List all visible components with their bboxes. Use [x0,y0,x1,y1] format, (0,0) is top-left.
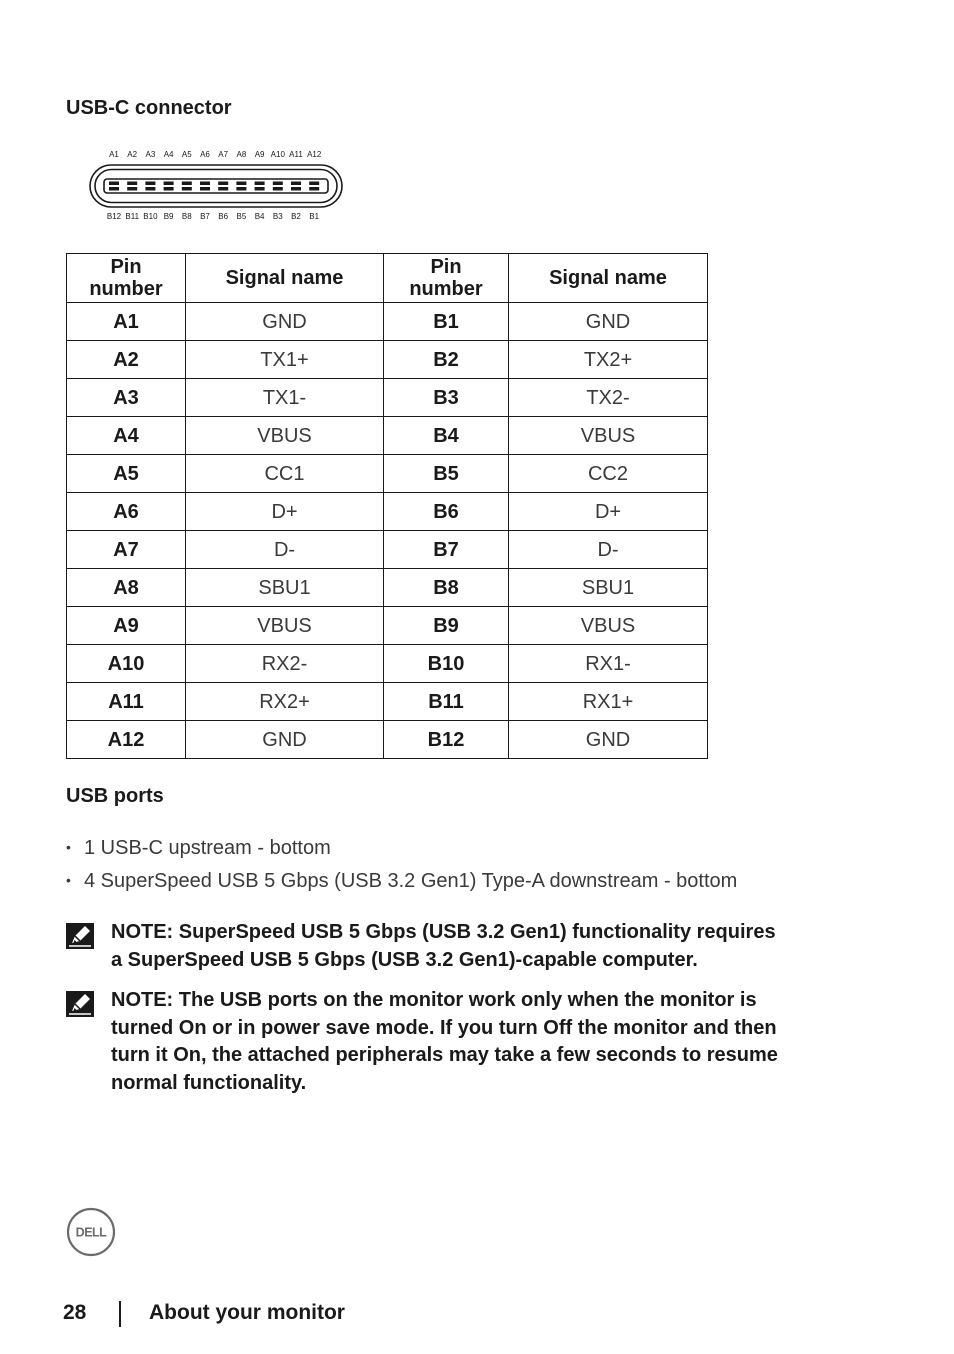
cell-a-signal: CC1 [186,455,384,493]
table-row [67,455,708,493]
cell-a-pin: A7 [67,531,186,569]
cell-b-pin: B3 [384,379,509,417]
top-pin-label: A4 [163,150,174,159]
bottom-pin-label: B1 [309,212,320,221]
top-contact [127,182,137,186]
cell-b-signal: GND [509,721,708,759]
connector-heading: USB-C connector [66,97,232,119]
dell-logo-text: DELL [75,1225,107,1240]
pencil-note-icon [66,991,94,1017]
table-row [67,417,708,455]
table-row [67,531,708,569]
usb-c-connector-diagram [88,146,344,224]
top-contact [145,182,155,186]
bottom-pin-label: B10 [143,212,158,221]
cell-a-signal: VBUS [186,417,384,455]
cell-b-pin: B5 [384,455,509,493]
header-signal-name-a: Signal name [186,254,384,303]
cell-b-signal: D+ [509,493,708,531]
cell-a-signal: D- [186,531,384,569]
list-item: • 1 USB-C upstream - bottom [66,834,737,867]
connector-outer-shell [90,165,342,207]
bottom-contact [145,187,155,191]
top-contact [218,182,228,186]
header-pin-number-b: Pin number [384,254,509,303]
bottom-pin-label: B5 [236,212,247,221]
bottom-contact [309,187,319,191]
cell-b-signal: VBUS [509,607,708,645]
bottom-pin-label: B4 [254,212,265,221]
table-header-row [67,254,708,303]
cell-a-signal: SBU1 [186,569,384,607]
bottom-contact [218,187,228,191]
cell-a-pin: A12 [67,721,186,759]
top-contact [309,182,319,186]
cell-a-signal: TX1- [186,379,384,417]
note-text: NOTE: SuperSpeed USB 5 Gbps (USB 3.2 Gen1) functionality requires a SuperSpeed USB 5 Gbps (USB 3.2 Gen1)-capable computer. [111,921,776,971]
cell-b-signal: SBU1 [509,569,708,607]
top-contact [109,182,119,186]
table-row [67,607,708,645]
table-row [67,303,708,341]
usb-ports-heading: USB ports [66,785,164,807]
bottom-contact [291,187,301,191]
cell-b-pin: B8 [384,569,509,607]
footer-divider [119,1301,121,1327]
cell-b-signal: TX2- [509,379,708,417]
table-row [67,341,708,379]
bottom-pin-label: B6 [218,212,229,221]
top-pin-label: A1 [109,150,119,159]
table-row [67,493,708,531]
bottom-contact [182,187,192,191]
connector-inner-shell [95,170,337,203]
top-pin-label: A8 [236,150,247,159]
top-pin-label: A11 [289,150,303,159]
cell-a-pin: A8 [67,569,186,607]
cell-b-pin: B1 [384,303,509,341]
top-contact [236,182,246,186]
header-pin-number-a: Pin number [67,254,186,303]
table-row [67,645,708,683]
table-row [67,379,708,417]
cell-a-signal: RX2- [186,645,384,683]
cell-a-pin: A9 [67,607,186,645]
cell-b-pin: B7 [384,531,509,569]
cell-b-signal: GND [509,303,708,341]
bottom-contact [200,187,210,191]
bullet-icon: • [66,839,71,855]
cell-a-pin: A2 [67,341,186,379]
cell-b-pin: B6 [384,493,509,531]
cell-b-signal: RX1+ [509,683,708,721]
top-pin-label: A6 [200,150,210,159]
bottom-pin-labels [107,212,320,221]
cell-a-signal: GND [186,303,384,341]
cell-a-signal: D+ [186,493,384,531]
bottom-pin-label: B3 [272,212,283,221]
cell-b-signal: VBUS [509,417,708,455]
cell-b-signal: TX2+ [509,341,708,379]
cell-a-pin: A10 [67,645,186,683]
top-contact [200,182,210,186]
list-item: • 4 SuperSpeed USB 5 Gbps (USB 3.2 Gen1) Type-A downstream - bottom [66,867,737,900]
cell-a-pin: A11 [67,683,186,721]
bottom-contact [164,187,174,191]
top-pin-label: A9 [254,150,265,159]
cell-b-pin: B4 [384,417,509,455]
cell-a-signal: VBUS [186,607,384,645]
top-pin-label: A2 [127,150,138,159]
cell-a-pin: A4 [67,417,186,455]
cell-b-pin: B2 [384,341,509,379]
cell-a-pin: A5 [67,455,186,493]
cell-a-signal: RX2+ [186,683,384,721]
top-contact [273,182,283,186]
cell-a-signal: TX1+ [186,341,384,379]
cell-a-pin: A1 [67,303,186,341]
footer-section-title: About your monitor [149,1301,345,1324]
cell-a-pin: A3 [67,379,186,417]
cell-a-signal: GND [186,721,384,759]
top-contacts [109,182,319,186]
cell-b-signal: CC2 [509,455,708,493]
cell-b-pin: B12 [384,721,509,759]
top-pin-label: A10 [270,150,285,159]
top-pin-label: A5 [181,150,192,159]
cell-b-signal: RX1- [509,645,708,683]
cell-b-signal: D- [509,531,708,569]
bottom-pin-label: B7 [200,212,210,221]
table-row [67,683,708,721]
bottom-contact [273,187,283,191]
connector-tongue [104,179,328,193]
bottom-contacts [109,187,319,191]
header-signal-name-b: Signal name [509,254,708,303]
cell-a-pin: A6 [67,493,186,531]
top-pin-labels [109,150,322,159]
bottom-pin-label: B8 [181,212,192,221]
pencil-note-icon [66,923,94,949]
top-pin-label: A12 [307,150,322,159]
bottom-contact [109,187,119,191]
note-text: NOTE: The USB ports on the monitor work only when the monitor is turned On or in power save mode. If you turn Off the monitor and then turn it On, the attached peripherals may take a few seconds to resume normal functionality. [111,989,778,1094]
cell-b-pin: B9 [384,607,509,645]
bottom-pin-label: B11 [125,212,140,221]
top-contact [291,182,301,186]
bottom-contact [255,187,265,191]
top-pin-label: A7 [218,150,229,159]
dell-logo [66,1207,116,1257]
cell-b-pin: B11 [384,683,509,721]
bottom-pin-label: B9 [163,212,174,221]
bottom-pin-label: B2 [291,212,301,221]
top-contact [164,182,174,186]
pin-assignment-table [66,253,708,759]
cell-b-pin: B10 [384,645,509,683]
bottom-contact [236,187,246,191]
top-contact [255,182,265,186]
bullet-icon: • [66,872,71,888]
top-contact [182,182,192,186]
page-number: 28 [63,1301,87,1324]
usb-ports-list [66,834,737,900]
bottom-pin-label: B12 [106,212,122,221]
table-row [67,721,708,759]
bottom-contact [127,187,137,191]
table-row [67,569,708,607]
top-pin-label: A3 [145,150,156,159]
